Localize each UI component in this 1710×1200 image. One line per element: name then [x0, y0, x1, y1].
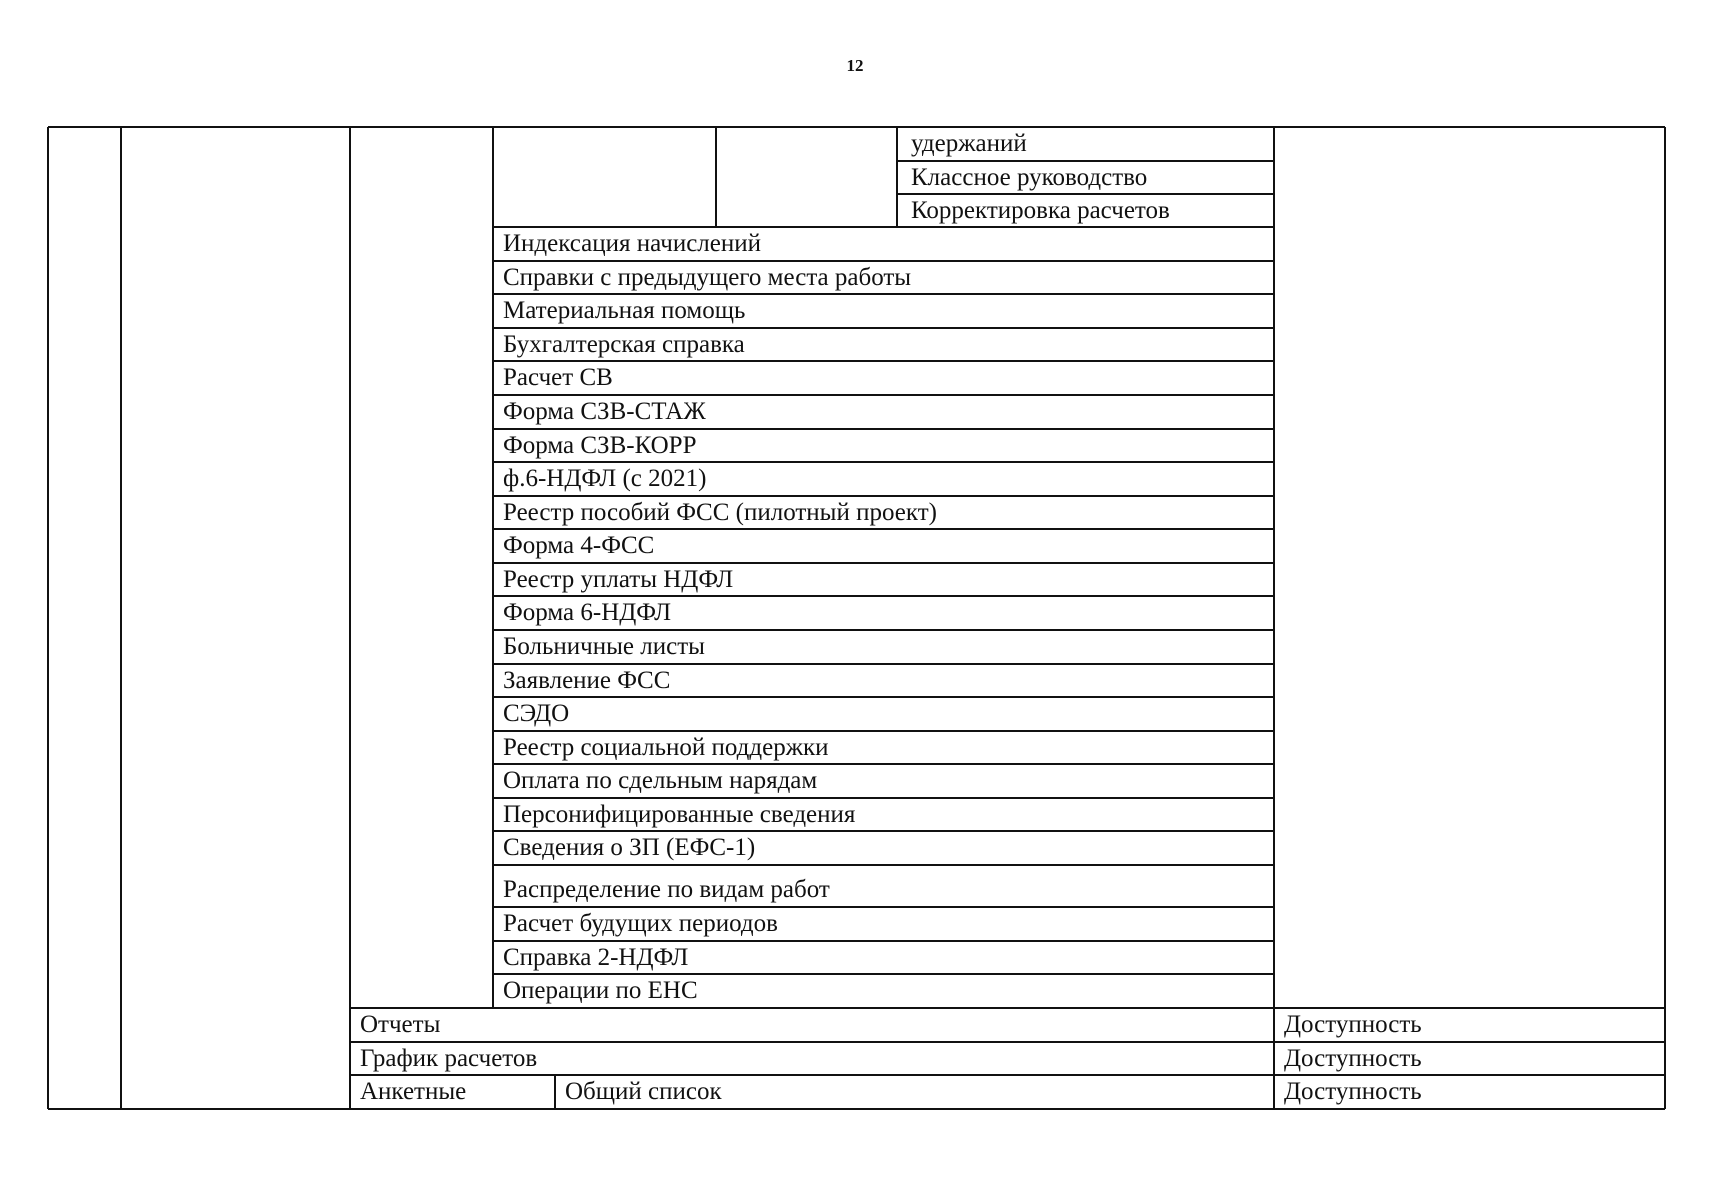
- list-item: Форма СЗВ-КОРР: [503, 432, 697, 459]
- row-access-anketnye: Доступность: [1284, 1078, 1422, 1105]
- list-item: Сведения о ЗП (ЕФС-1): [503, 834, 756, 861]
- list-item: Реестр пособий ФСС (пилотный проект): [503, 499, 937, 526]
- list-item: Справка 2-НДФЛ: [503, 944, 689, 971]
- sub-item-uderzhaniy: удержаний: [911, 130, 1027, 157]
- sub-item-klassnoe: Классное руководство: [911, 164, 1148, 191]
- list-item: Заявление ФСС: [503, 667, 671, 694]
- list-item: Больничные листы: [503, 633, 705, 660]
- row-sublabel-obshchiy: Общий список: [565, 1078, 722, 1105]
- list-item: Операции по ЕНС: [503, 977, 698, 1004]
- list-item: ф.6-НДФЛ (с 2021): [503, 465, 707, 492]
- row-label-anketnye: Анкетные: [360, 1078, 467, 1105]
- list-item: Форма 4-ФСС: [503, 532, 655, 559]
- list-item: Распределение по видам работ: [503, 876, 830, 903]
- row-label-otchety: Отчеты: [360, 1011, 441, 1038]
- row-label-grafik: График расчетов: [360, 1045, 538, 1072]
- page-number: 12: [846, 56, 864, 75]
- list-item: Реестр уплаты НДФЛ: [503, 566, 734, 593]
- list-item: Оплата по сдельным нарядам: [503, 767, 818, 794]
- list-item: Форма 6-НДФЛ: [503, 599, 672, 626]
- list-item: Персонифицированные сведения: [503, 801, 856, 828]
- list-item: Форма СЗВ-СТАЖ: [503, 398, 706, 425]
- list-item: Справки с предыдущего места работы: [503, 264, 912, 291]
- list-item: Материальная помощь: [503, 297, 746, 324]
- row-access-grafik: Доступность: [1284, 1045, 1422, 1072]
- list-item: Расчет будущих периодов: [503, 910, 778, 937]
- list-item: Реестр социальной поддержки: [503, 734, 829, 761]
- list-item: Расчет СВ: [503, 364, 613, 391]
- row-access-otchety: Доступность: [1284, 1011, 1422, 1038]
- list-item: СЭДО: [503, 700, 570, 727]
- list-item: Индексация начислений: [503, 230, 762, 257]
- sub-item-korrektirovka: Корректировка расчетов: [911, 197, 1170, 224]
- list-item: Бухгалтерская справка: [503, 331, 745, 358]
